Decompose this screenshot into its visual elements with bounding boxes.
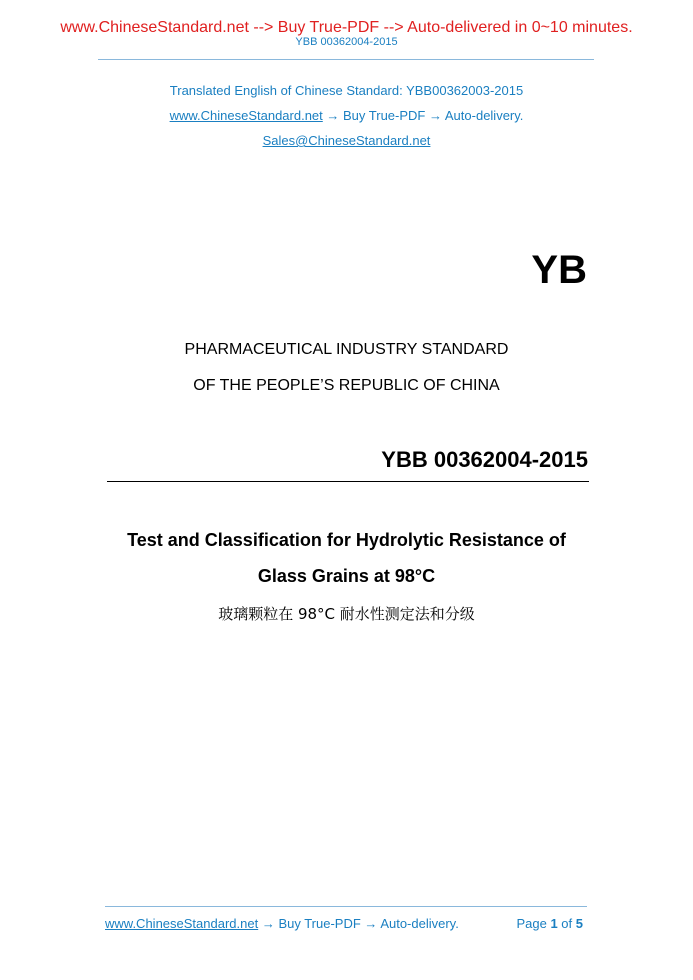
footer-links [105, 916, 459, 931]
purchase-links [0, 108, 693, 123]
arrow-icon: → [360, 916, 381, 931]
organization-line-2: OF THE PEOPLE’S REPUBLIC OF CHINA [193, 377, 500, 394]
page-of: of [561, 916, 573, 931]
page-indicator [516, 916, 583, 931]
translated-notice: Translated English of Chinese Standard: YBB00362003-2015 [169, 83, 524, 98]
footer-divider [105, 906, 587, 907]
header-divider [98, 59, 594, 60]
organization-line-1: PHARMACEUTICAL INDUSTRY STANDARD [184, 341, 509, 358]
title-english-line-1: Test and Classification for Hydrolytic Resistance of [127, 530, 566, 550]
title-english-line-2: Glass Grains at 98°C [257, 566, 436, 586]
buy-pdf-text: Buy True-PDF [343, 108, 426, 123]
arrow-icon: → [258, 916, 279, 931]
page-total: 5 [575, 916, 583, 931]
sales-line [0, 133, 693, 148]
site-link[interactable]: www.ChineseStandard.net [169, 108, 323, 123]
standard-number: YBB 00362004-2015 [381, 447, 588, 472]
footer-site-link[interactable]: www.ChineseStandard.net [105, 916, 259, 931]
sales-email-link[interactable]: Sales@ChineseStandard.net [262, 133, 431, 148]
page-label: Page [516, 916, 547, 931]
standard-divider [107, 481, 589, 482]
auto-delivery-text: Auto-delivery. [444, 108, 524, 123]
arrow-icon: → [425, 108, 445, 123]
title-chinese: 玻璃颗粒在 98°C 耐水性测定法和分级 [218, 605, 475, 623]
page-current: 1 [550, 916, 558, 931]
yb-standard-mark: YB [531, 248, 587, 292]
footer-buy-text: Buy True-PDF [278, 916, 361, 931]
arrow-icon: → [322, 108, 344, 123]
top-banner[interactable]: www.ChineseStandard.net --> Buy True-PDF --> Auto-delivered in 0~10 minutes. [60, 19, 633, 36]
header-standard-code: YBB 00362004-2015 [295, 36, 398, 48]
footer-auto-text: Auto-delivery. [380, 916, 459, 931]
